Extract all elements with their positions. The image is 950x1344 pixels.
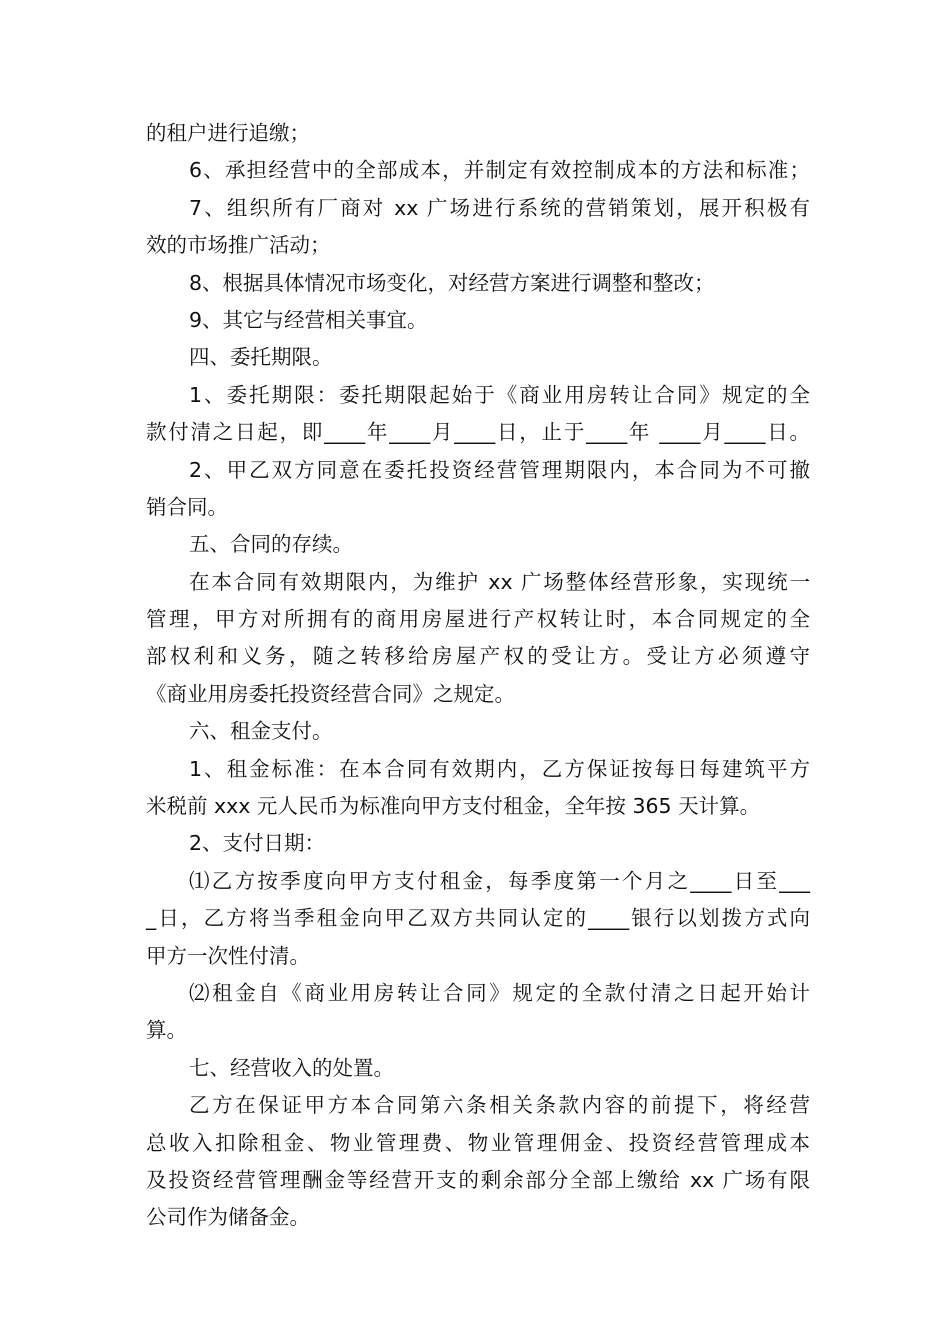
section-heading: 七、经营收入的处置。 (189, 1055, 394, 1080)
text-line: 7、组织所有厂商对 xx 广场进行系统的营销策划，展开积极有 (189, 195, 810, 220)
text-line: 效的市场推广活动； (146, 233, 331, 258)
text-line: 的租户进行追缴； (146, 121, 310, 145)
text-line: 销合同。 (146, 494, 228, 519)
text-line: 《商业用房委托投资经营合同》之规定。 (146, 681, 515, 706)
text-line: 6、承担经营中的全部成本，并制定有效控制成本的方法和标准； (189, 158, 810, 183)
text-line: 2、甲乙双方同意在委托投资经营管理期限内，本合同为不可撤 (189, 457, 810, 482)
text-line: 2、支付日期： (189, 831, 326, 856)
text-line: 及投资经营管理酬金等经营开支的剩余部分全部上缴给 xx 广场有限 (146, 1167, 810, 1192)
text-line: 乙方在保证甲方本合同第六条相关条款内容的前提下，将经营 (189, 1093, 810, 1118)
section-heading: 六、租金支付。 (189, 719, 333, 744)
text-line: ⑴乙方按季度向甲方支付租金，每季度第一个月之____日至___ (189, 868, 810, 893)
text-line: _日，乙方将当季租金向甲乙双方共同认定的____银行以划拨方式向 (146, 906, 810, 931)
text-line: 管理，甲方对所拥有的商用房屋进行产权转让时，本合同规定的全 (146, 607, 810, 632)
section-heading: 五、合同的存续。 (189, 532, 353, 557)
text-line: 公司作为储备金。 (146, 1205, 310, 1230)
text-line: 1、租金标准：在本合同有效期内，乙方保证按每日每建筑平方 (189, 756, 810, 781)
text-line: 1、委托期限：委托期限起始于《商业用房转让合同》规定的全 (189, 382, 810, 407)
text-line: 9、其它与经营相关事宜。 (189, 307, 428, 332)
text-line: 部权利和义务，随之转移给房屋产权的受让方。受让方必须遵守 (146, 644, 810, 669)
document-body (146, 115, 810, 1237)
text-line: 米税前 xxx 元人民币为标准向甲方支付租金，全年按 365 天计算。 (146, 794, 761, 819)
text-line: 在本合同有效期限内，为维护 xx 广场整体经营形象，实现统一 (189, 569, 810, 594)
text-line: 甲方一次性付清。 (146, 943, 310, 968)
section-heading: 四、委托期限。 (189, 345, 333, 370)
text-line: 算。 (146, 1018, 187, 1043)
text-line: 8、根据具体情况市场变化，对经营方案进行调整和整改； (189, 270, 715, 295)
text-line: ⑵租金自《商业用房转让合同》规定的全款付清之日起开始计 (189, 980, 810, 1005)
text-line: 款付清之日起，即____年____月____日，止于____年 ____月____日。 (146, 420, 810, 445)
text-line: 总收入扣除租金、物业管理费、物业管理佣金、投资经营管理成本 (146, 1130, 810, 1155)
